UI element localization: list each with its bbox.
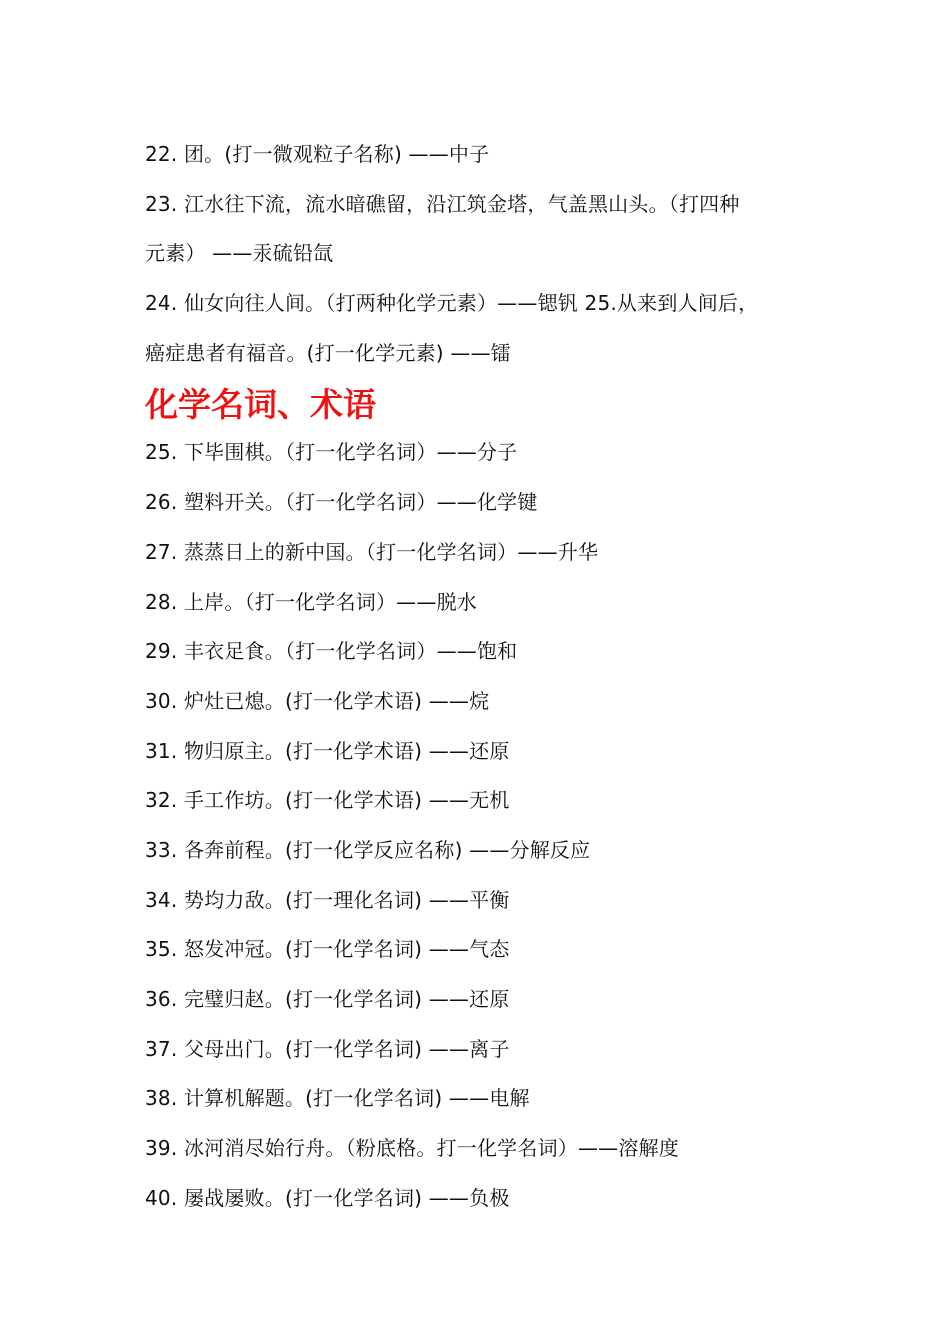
riddle-item: 31. 物归原主。(打一化学术语) ——还原 <box>145 738 510 763</box>
riddle-item: 37. 父母出门。(打一化学名词) ——离子 <box>145 1036 510 1061</box>
riddle-line: 癌症患者有福音。(打一化学元素) ——镭 <box>145 340 511 365</box>
riddle-line: 23. 江水往下流，流水暗礁留，沿江筑金塔，气盖黑山头。（打四种 <box>145 191 740 216</box>
riddle-line: 元素） ——汞硫铅氙 <box>145 241 334 266</box>
riddle-line: 24. 仙女向往人间。（打两种化学元素）——锶钒 25.从来到人间后， <box>145 291 759 316</box>
riddle-item: 30. 炉灶已熄。(打一化学术语) ——烷 <box>145 688 490 713</box>
riddle-line: 22. 团。(打一微观粒子名称) ——中子 <box>145 142 490 166</box>
riddle-item: 26. 塑料开关。（打一化学名词）——化学键 <box>145 490 538 515</box>
document-body <box>145 130 815 1223</box>
section-heading: 化学名词、术语 <box>145 385 376 425</box>
riddle-item: 33. 各奔前程。(打一化学反应名称) ——分解反应 <box>145 837 591 862</box>
riddle-item: 39. 冰河消尽始行舟。（粉底格。打一化学名词）——溶解度 <box>145 1136 679 1161</box>
riddle-item: 32. 手工作坊。(打一化学术语) ——无机 <box>145 788 510 813</box>
riddle-item: 35. 怒发冲冠。(打一化学名词) ——气态 <box>145 937 510 962</box>
riddle-item: 34. 势均力敌。(打一理化名词) ——平衡 <box>145 887 510 912</box>
riddle-item: 25. 下毕围棋。（打一化学名词）——分子 <box>145 440 518 465</box>
riddle-item: 40. 屡战屡败。(打一化学名词) ——负极 <box>145 1185 510 1210</box>
riddle-item: 36. 完璧归赵。(打一化学名词) ——还原 <box>145 987 510 1011</box>
riddle-item: 38. 计算机解题。(打一化学名词) ——电解 <box>145 1086 530 1111</box>
riddle-item: 27. 蒸蒸日上的新中国。（打一化学名词）——升华 <box>145 539 599 564</box>
riddle-item: 28. 上岸。（打一化学名词）——脱水 <box>145 589 477 614</box>
riddle-item: 29. 丰衣足食。（打一化学名词）——饱和 <box>145 639 518 664</box>
